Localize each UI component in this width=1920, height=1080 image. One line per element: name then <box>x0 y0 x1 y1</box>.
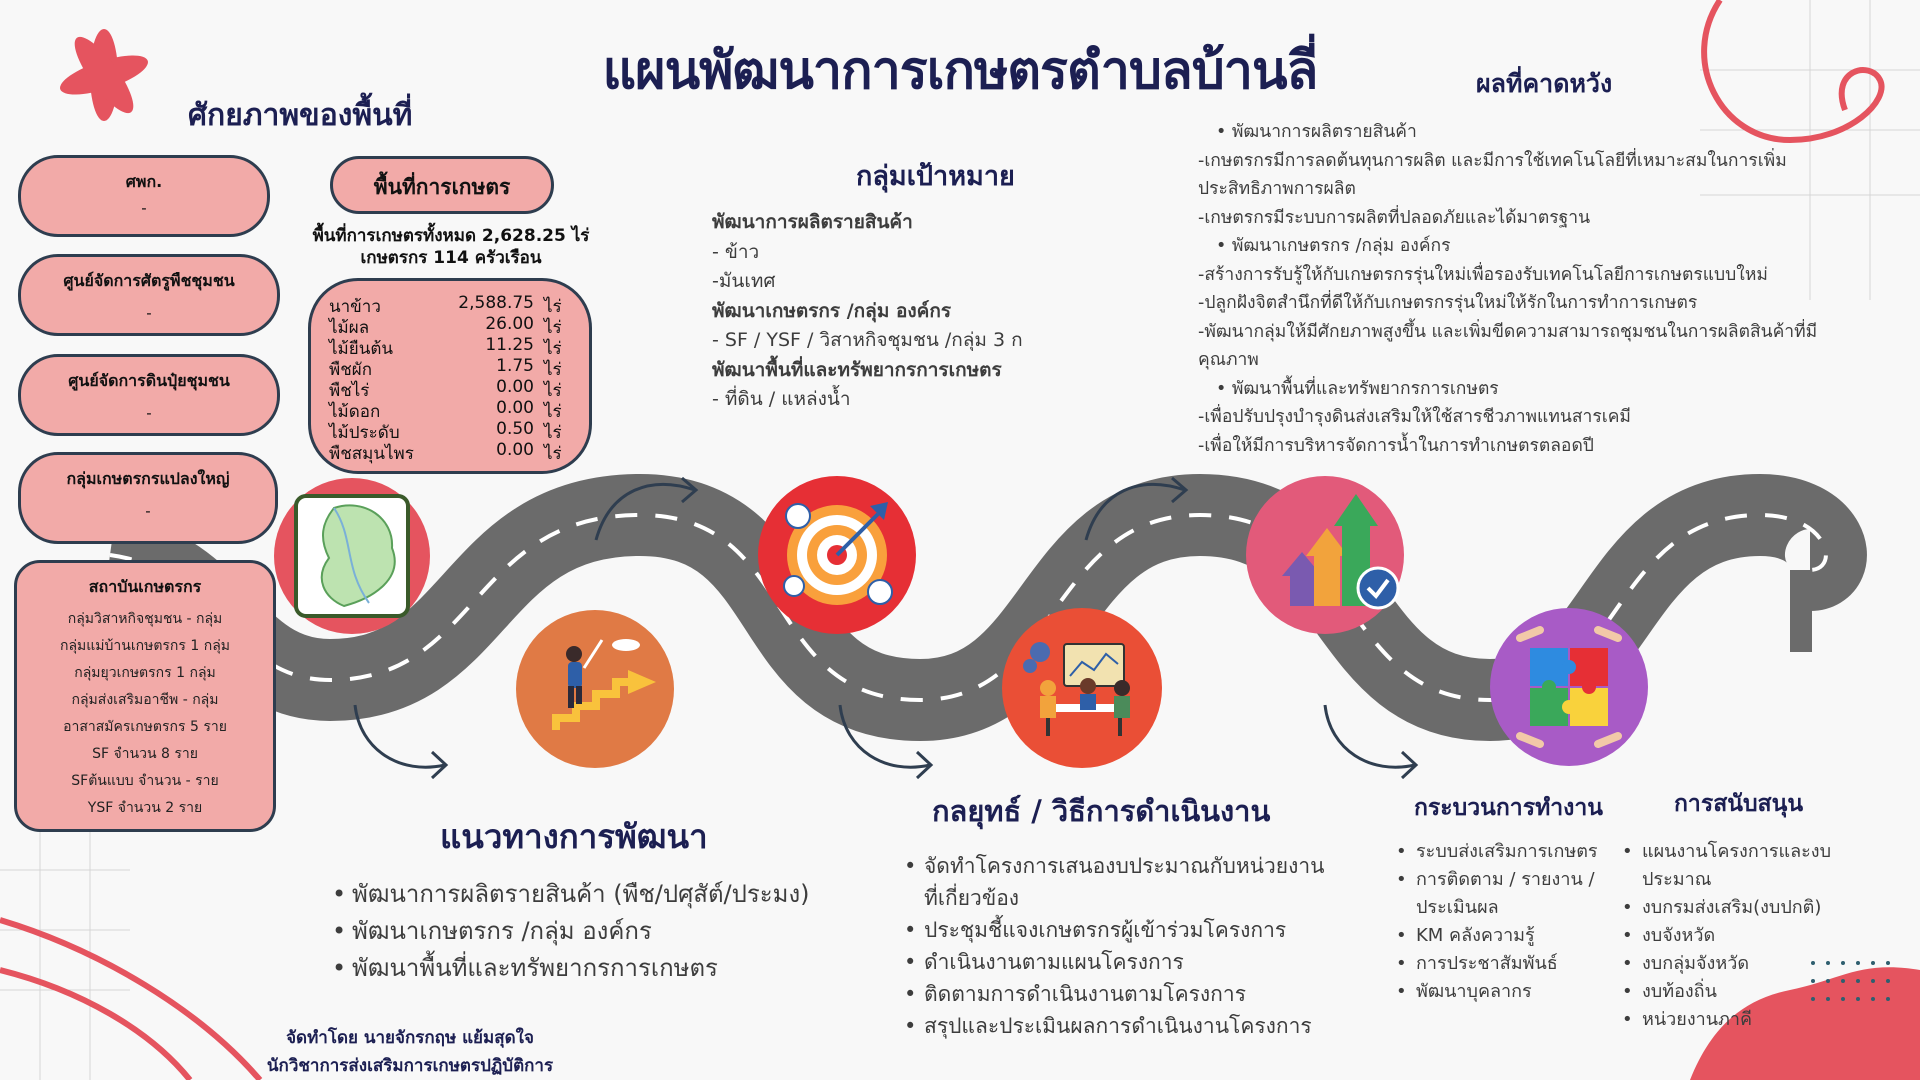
meeting-circle <box>1002 608 1162 768</box>
pill-value: - <box>146 404 152 422</box>
puzzle-circle <box>1490 608 1648 766</box>
crop-value: 0.00 <box>496 377 534 397</box>
arrow-2-icon <box>1080 470 1200 550</box>
dev-list <box>330 876 890 987</box>
list-item: • การประชาสัมพันธ์ <box>1394 950 1624 978</box>
institutions-list <box>17 606 273 822</box>
arrow-5-icon <box>1320 700 1430 780</box>
target-line: -มันเทศ <box>712 270 776 292</box>
farm-area-table <box>308 278 592 474</box>
crop-value: 2,588.75 <box>458 293 534 313</box>
list-item: • KM คลังความรู้ <box>1394 922 1624 950</box>
expected-text: พัฒนาการผลิตรายสินค้า <box>1231 122 1417 142</box>
expected-list <box>1198 118 1868 460</box>
farm-row <box>329 356 589 380</box>
stairs-circle <box>516 610 674 768</box>
crop-unit: ไร่ <box>544 339 562 359</box>
list-item: • งบกลุ่มจังหวัด <box>1620 950 1860 978</box>
crop-value: 0.00 <box>496 440 534 460</box>
potential-heading: ศักยภาพของพื้นที่ <box>188 98 413 133</box>
list-item: • พัฒนาบุคลากร <box>1394 978 1624 1006</box>
list-item: กลุ่มวิสาหกิจชุมชน - กลุ่ม <box>67 611 223 627</box>
farm-row <box>329 335 589 359</box>
crop-unit: ไร่ <box>544 423 562 443</box>
pill-large-farm-group <box>18 452 278 544</box>
list-item: • ติดตามการดำเนินงานตามโครงการ <box>902 978 1332 1010</box>
list-item: YSF จำนวน 2 ราย <box>87 800 203 816</box>
crop-unit: ไร่ <box>544 402 562 422</box>
crop-unit: ไร่ <box>544 297 562 317</box>
pill-value: - <box>145 502 151 520</box>
crop-name: ไม้ประดับ <box>329 423 400 443</box>
expected-line: -เพื่อปรับปรุงบำรุงดินส่งเสริมให้ใช้สารชีวภาพแทนสารเคมี <box>1198 407 1631 427</box>
target-list <box>712 208 1112 415</box>
list-item: • จัดทำโครงการเสนองบประมาณกับหน่วยงานที่เกี่ยวข้อง <box>902 850 1332 914</box>
page-title: แผนพัฒนาการเกษตรตำบลบ้านลี่ <box>602 41 1318 101</box>
pill-value: - <box>146 304 152 322</box>
list-item: • หน่วยงานภาคี <box>1620 1006 1860 1034</box>
process-heading: กระบวนการทำงาน <box>1414 795 1604 821</box>
pill-label: ศพก. <box>125 172 163 191</box>
expected-line: -สร้างการรับรู้ให้กับเกษตรกรรุ่นใหม่เพื่อรองรับเทคโนโลยีการเกษตรแบบใหม่ <box>1198 264 1768 285</box>
support-heading: การสนับสนุน <box>1674 791 1804 817</box>
farm-row <box>329 314 589 338</box>
list-item: • การติดตาม / รายงาน / ประเมินผล <box>1394 866 1624 922</box>
target-circle <box>758 476 916 634</box>
crop-name: พืชสมุนไพร <box>329 444 414 464</box>
list-item: • พัฒนาพื้นที่และทรัพยากรการเกษตร <box>330 950 890 987</box>
expected-line: -ปลูกฝังจิตสำนึกที่ดีให้กับเกษตรกรรุ่นใหม่ให้รักในการทำการเกษตร <box>1198 293 1698 313</box>
list-item: • งบท้องถิ่น <box>1620 978 1860 1006</box>
crop-value: 0.00 <box>496 398 534 418</box>
crop-unit: ไร่ <box>544 381 562 401</box>
target-line: พัฒนาเกษตรกร /กลุ่ม องค์กร <box>712 299 952 322</box>
growth-chart-icon <box>1246 476 1404 634</box>
crop-value: 1.75 <box>496 356 534 376</box>
target-heading: กลุ่มเป้าหมาย <box>856 161 1015 192</box>
pill-label: ศูนย์จัดการศัตรูพืชชุมชน <box>63 271 235 290</box>
expected-line: -เพื่อให้มีการบริหารจัดการน้ำในการทำเกษตรตลอดปี <box>1198 435 1594 456</box>
list-item: • งบจังหวัด <box>1620 922 1860 950</box>
list-item: • พัฒนาการผลิตรายสินค้า (พืช/ปศุสัต์/ประมง) <box>330 876 890 913</box>
target-line: พัฒนาการผลิตรายสินค้า <box>712 211 913 233</box>
list-item: • พัฒนาเกษตรกร /กลุ่ม องค์กร <box>330 913 890 950</box>
arrow-4-icon <box>835 700 945 780</box>
crop-name: ไม้ผล <box>329 318 370 338</box>
list-item: SF จำนวน 8 ราย <box>92 746 198 762</box>
crop-unit: ไร่ <box>544 318 562 338</box>
expected-heading: ผลที่คาดหวัง <box>1476 69 1613 98</box>
list-item: อาสาสมัครเกษตรกร 5 ราย <box>63 719 227 735</box>
growth-circle <box>1246 476 1404 634</box>
expected-line: • พัฒนาพื้นที่และทรัพยากรการเกษตร <box>1216 378 1499 399</box>
map-circle <box>274 478 430 634</box>
crop-value: 0.50 <box>496 419 534 439</box>
pill-ag-learning-center <box>18 155 270 237</box>
strategy-list <box>902 850 1332 1042</box>
dev-heading: แนวทางการพัฒนา <box>440 817 708 856</box>
credit-line-1: จัดทำโดย นายจักรกฤษ แย้มสุดใจ <box>286 1028 534 1048</box>
crop-value: 26.00 <box>485 314 534 334</box>
expected-text: พัฒนาเกษตรกร /กลุ่ม องค์กร <box>1231 236 1451 256</box>
farm-area-heading-pill <box>330 156 554 214</box>
crop-name: พืชผัก <box>329 360 372 380</box>
puzzle-icon <box>1490 608 1648 766</box>
target-line: - SF / YSF / วิสาหกิจชุมชน /กลุ่ม 3 ก <box>712 329 1023 351</box>
farm-row <box>329 293 589 317</box>
map-icon <box>274 478 430 634</box>
expected-text: พัฒนาพื้นที่และทรัพยากรการเกษตร <box>1231 378 1499 399</box>
list-item: • แผนงานโครงการและงบประมาณ <box>1620 838 1860 894</box>
list-item: SFต้นแบบ จำนวน - ราย <box>71 773 219 789</box>
climbing-stairs-icon <box>516 610 674 768</box>
pill-soil-center <box>18 354 280 436</box>
crop-name: ไม้ยืนต้น <box>329 339 393 359</box>
farm-row <box>329 377 589 401</box>
institutions-box <box>14 560 276 832</box>
credit-line-2: นักวิชาการส่งเสริมการเกษตรปฏิบัติการ <box>266 1056 554 1076</box>
crop-name: ไม้ดอก <box>329 402 381 422</box>
process-list <box>1394 838 1624 1006</box>
farm-row <box>329 398 589 422</box>
list-item: • งบกรมส่งเสริม(งบปกติ) <box>1620 894 1860 922</box>
expected-line: • พัฒนาเกษตรกร /กลุ่ม องค์กร <box>1216 236 1451 256</box>
farm-total: พื้นที่การเกษตรทั้งหมด 2,628.25 ไร่ <box>312 226 590 246</box>
arrow-3-icon <box>350 700 460 780</box>
crop-name: นาข้าว <box>329 297 381 317</box>
target-line: - ที่ดิน / แหล่งน้ำ <box>712 388 851 410</box>
arrow-1-icon <box>590 470 710 550</box>
farm-row <box>329 440 589 464</box>
strategy-heading: กลยุทธ์ / วิธีการดำเนินงาน <box>932 794 1271 828</box>
crop-name: พืชไร่ <box>329 381 370 401</box>
pill-label: ศูนย์จัดการดินปุ๋ยชุมชน <box>68 371 230 390</box>
list-item: กลุ่มแม่บ้านเกษตรกร 1 กลุ่ม <box>59 638 231 654</box>
expected-line: • พัฒนาการผลิตรายสินค้า <box>1216 122 1417 142</box>
pill-pest-center <box>18 254 280 336</box>
asterisk-icon <box>44 20 164 130</box>
meeting-icon <box>1002 608 1162 768</box>
pill-value: - <box>141 199 147 217</box>
crop-unit: ไร่ <box>544 360 562 380</box>
expected-line: -เกษตรกรมีการลดต้นทุนการผลิต และมีการใช้เทคโนโลยีที่เหมาะสมในการเพิ่มประสิทธิภาพการผลิต <box>1198 150 1787 199</box>
list-item: • สรุปและประเมินผลการดำเนินงานโครงการ <box>902 1010 1332 1042</box>
list-item: • ระบบส่งเสริมการเกษตร <box>1394 838 1624 866</box>
farm-farmers: เกษตรกร 114 ครัวเรือน <box>360 248 542 268</box>
support-list <box>1620 838 1860 1034</box>
farm-row <box>329 419 589 443</box>
target-line: พัฒนาพื้นที่และทรัพยากรการเกษตร <box>712 358 1002 381</box>
crop-unit: ไร่ <box>544 444 562 464</box>
list-item: กลุ่มส่งเสริมอาชีพ - กลุ่ม <box>71 692 219 708</box>
target-line: - ข้าว <box>712 240 760 263</box>
crop-value: 11.25 <box>485 335 534 355</box>
farm-area-heading: พื้นที่การเกษตร <box>373 175 511 199</box>
expected-line: -พัฒนากลุ่มให้มีศักยภาพสูงขึ้น และเพิ่มขีดความสามารถชุมชนในการผลิตสินค้าที่มีคุณภาพ <box>1198 321 1818 370</box>
target-icon <box>758 476 916 634</box>
pill-label: กลุ่มเกษตรกรแปลงใหญ่ <box>66 469 230 488</box>
institutions-heading: สถาบันเกษตรกร <box>88 577 202 596</box>
list-item: กลุ่มยุวเกษตรกร 1 กลุ่ม <box>74 665 216 681</box>
list-item: • ประชุมชี้แจงเกษตรกรผู้เข้าร่วมโครงการ <box>902 914 1332 946</box>
list-item: • ดำเนินงานตามแผนโครงการ <box>902 946 1332 978</box>
expected-line: -เกษตรกรมีระบบการผลิตที่ปลอดภัยและได้มาตรฐาน <box>1198 207 1591 228</box>
